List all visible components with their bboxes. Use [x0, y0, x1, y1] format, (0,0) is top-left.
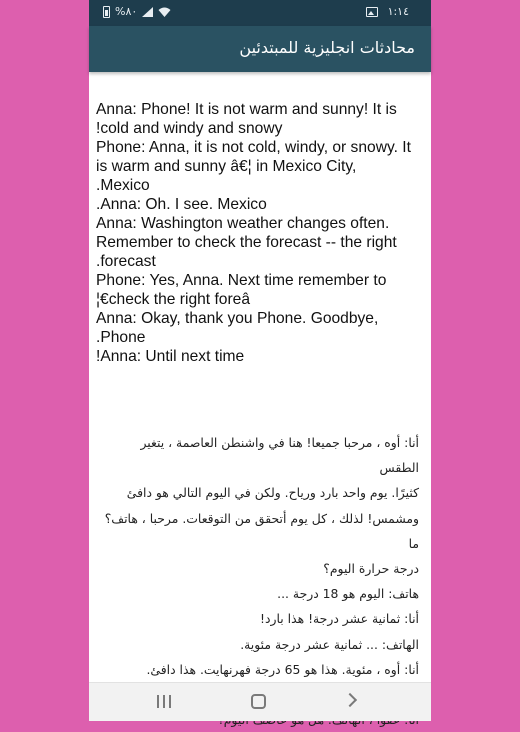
arabic-line: أنا: ثمانية عشر درجة! هذا بارد!	[260, 611, 419, 627]
app-title: محادثات انجليزية للمبتدئين	[239, 38, 415, 57]
signal-icon	[142, 7, 153, 17]
recents-bar	[163, 695, 165, 708]
arabic-line: أنا: أوه ، مئوية. هذا هو 65 درجة فهرنهايت. هذا دافئ.	[146, 661, 419, 677]
battery-icon	[103, 6, 110, 18]
english-line: .Phone	[96, 329, 146, 346]
status-right	[366, 5, 409, 18]
gallery-notification-icon	[366, 7, 378, 17]
phone-screen	[89, 0, 431, 720]
recents-bar	[169, 695, 171, 708]
english-line: .forecast	[96, 253, 156, 270]
english-line: .Anna: Oh. I see. Mexico	[96, 196, 267, 213]
recents-bar	[157, 695, 159, 708]
english-line: ¦€check the right foreâ	[96, 291, 251, 308]
arabic-line: أنا: أوه ، مرحبا جميعا! هنا في واشنطن العاصمة ، يتغير الطقس	[140, 435, 419, 476]
arabic-line: الهاتف: ... ثمانية عشر درجة مئوية.	[240, 636, 419, 652]
english-line: is warm and sunny â€¦ in Mexico City,	[96, 158, 357, 175]
arabic-line: هاتف: اليوم هو 18 درجة ...	[277, 586, 419, 602]
recents-icon[interactable]	[157, 695, 171, 708]
english-line: !Anna: Until next time	[96, 348, 245, 365]
battery-level: %٨٠	[115, 5, 138, 18]
conversation-content[interactable]	[89, 72, 431, 682]
english-line: .Mexico	[96, 177, 150, 194]
english-line: Phone: Anna, it is not cold, windy, or snowy. It	[96, 139, 411, 156]
english-line: Anna: Phone! It is not warm and sunny! It is	[96, 101, 397, 118]
arabic-line: درجة حرارة اليوم؟	[323, 561, 419, 577]
english-line: Phone: Yes, Anna. Next time remember to	[96, 272, 387, 289]
wifi-icon	[158, 7, 171, 17]
status-bar	[89, 0, 431, 26]
system-nav-bar	[89, 682, 431, 721]
english-line: Anna: Washington weather changes often.	[96, 215, 390, 232]
home-icon[interactable]	[251, 694, 266, 709]
arabic-line: كثيرًا. يوم واحد بارد ورياح. ولكن في اليوم التالي هو دافئ	[126, 485, 419, 501]
english-conversation	[96, 100, 426, 366]
english-line: !cold and windy and snowy	[96, 120, 283, 137]
english-line: Remember to check the forecast -- the right	[96, 234, 397, 251]
status-time: ١:١٤	[387, 5, 409, 18]
status-left	[103, 5, 171, 18]
back-icon[interactable]	[343, 693, 357, 707]
arabic-line: ومشمس! لذلك ، كل يوم أتحقق من التوقعات. مرحبا ، هاتف؟ ما	[104, 510, 419, 551]
english-line: Anna: Okay, thank you Phone. Goodbye,	[96, 310, 379, 327]
app-bar	[89, 26, 431, 72]
